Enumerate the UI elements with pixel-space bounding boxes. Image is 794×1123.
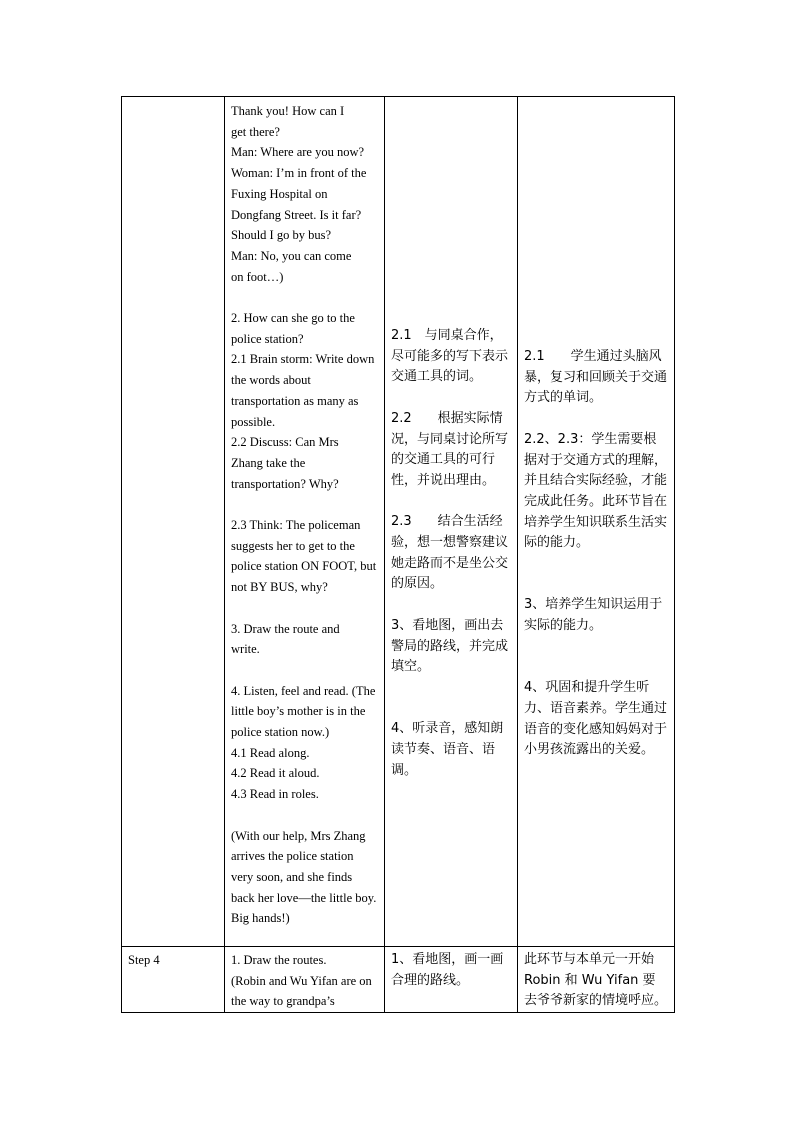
purpose-text: 3、培养学生知识运用于实际的能力。 (524, 597, 663, 634)
task-line: 2. How can she go to the police station? (231, 311, 355, 346)
task-line: 2.3 Think: The policeman suggests her to get to the police station ON FOOT, but not BY BUS, why? (231, 518, 377, 595)
activity-cell (385, 947, 518, 1013)
task-line: 2.1 Brain storm: Write down the words about transportation as many as possible. (231, 352, 375, 429)
english-cell (225, 97, 385, 947)
english-cell (225, 947, 385, 1013)
purpose-text: 2.2、2.3：学生需要根据对于交通方式的理解，并且结合实际经验，才能完成此任务。此环节旨在培养学生知识联系生活实际的能力。 (524, 431, 668, 551)
dialogue-line: Man: No, you can come on foot…) (231, 248, 352, 284)
dialogue-line: Woman: I’m in front of the Fuxing Hospital on Dongfang Street. Is it far? Should I go by bus? (231, 166, 367, 243)
activity-text: 4、听录音，感知朗读节奏、语音、语调。 (391, 721, 504, 778)
dialogue-line: Thank you! How can I get there? (231, 104, 345, 139)
purpose-text: 此环节与本单元一开始Robin 和 Wu Yifan 要去爷爷新家的情境呼应。 (524, 952, 668, 1009)
table-row (122, 97, 675, 947)
purpose-text: 2.1 学生通过头脑风暴，复习和回顾关于交通方式的单词。 (524, 349, 668, 406)
activity-text: 2.2 根据实际情况，与同桌讨论所写的交通工具的可行性，并说出理由。 (391, 410, 509, 488)
task-line: 4. Listen, feel and read. (The little boy’s mother is in the police station now.) (231, 683, 376, 740)
purpose-cell (518, 97, 675, 947)
step-label: Step 4 (128, 953, 160, 967)
task-line: 4.3 Read in roles. (231, 787, 319, 802)
activity-text: 3、看地图，画出去警局的路线，并完成填空。 (391, 617, 509, 675)
step-cell (122, 97, 225, 947)
table-row (122, 947, 675, 1013)
task-line: (With our help, Mrs Zhang arrives the police station very soon, and she finds back her love—the little boy. Big hands!) (231, 828, 377, 926)
task-line: 4.2 Read it aloud. (231, 766, 320, 781)
step-cell (122, 947, 225, 1013)
dialogue-line: Man: Where are you now? (231, 145, 365, 160)
task-line: 1. Draw the routes. (231, 953, 327, 967)
task-line: (Robin and Wu Yifan are on the way to grandpa’s (231, 973, 372, 1009)
lesson-plan-table (121, 96, 675, 1013)
task-line: 2.2 Discuss: Can Mrs Zhang take the transportation? Why? (231, 435, 339, 491)
activity-text: 2.3 结合生活经验，想一想警察建议她走路而不是坐公交的原因。 (391, 514, 509, 592)
activity-text: 1、看地图，画一画合理的路线。 (391, 952, 504, 988)
purpose-cell (518, 947, 675, 1013)
activity-cell (385, 97, 518, 947)
purpose-text: 4、巩固和提升学生听力、语音素养。学生通过语音的变化感知妈妈对于小男孩流露出的关爱。 (524, 680, 668, 758)
activity-text: 2.1 与同桌合作，尽可能多的写下表示交通工具的词。 (391, 328, 509, 385)
task-line: 4.1 Read along. (231, 745, 310, 760)
task-line: 3. Draw the route and write. (231, 621, 340, 657)
